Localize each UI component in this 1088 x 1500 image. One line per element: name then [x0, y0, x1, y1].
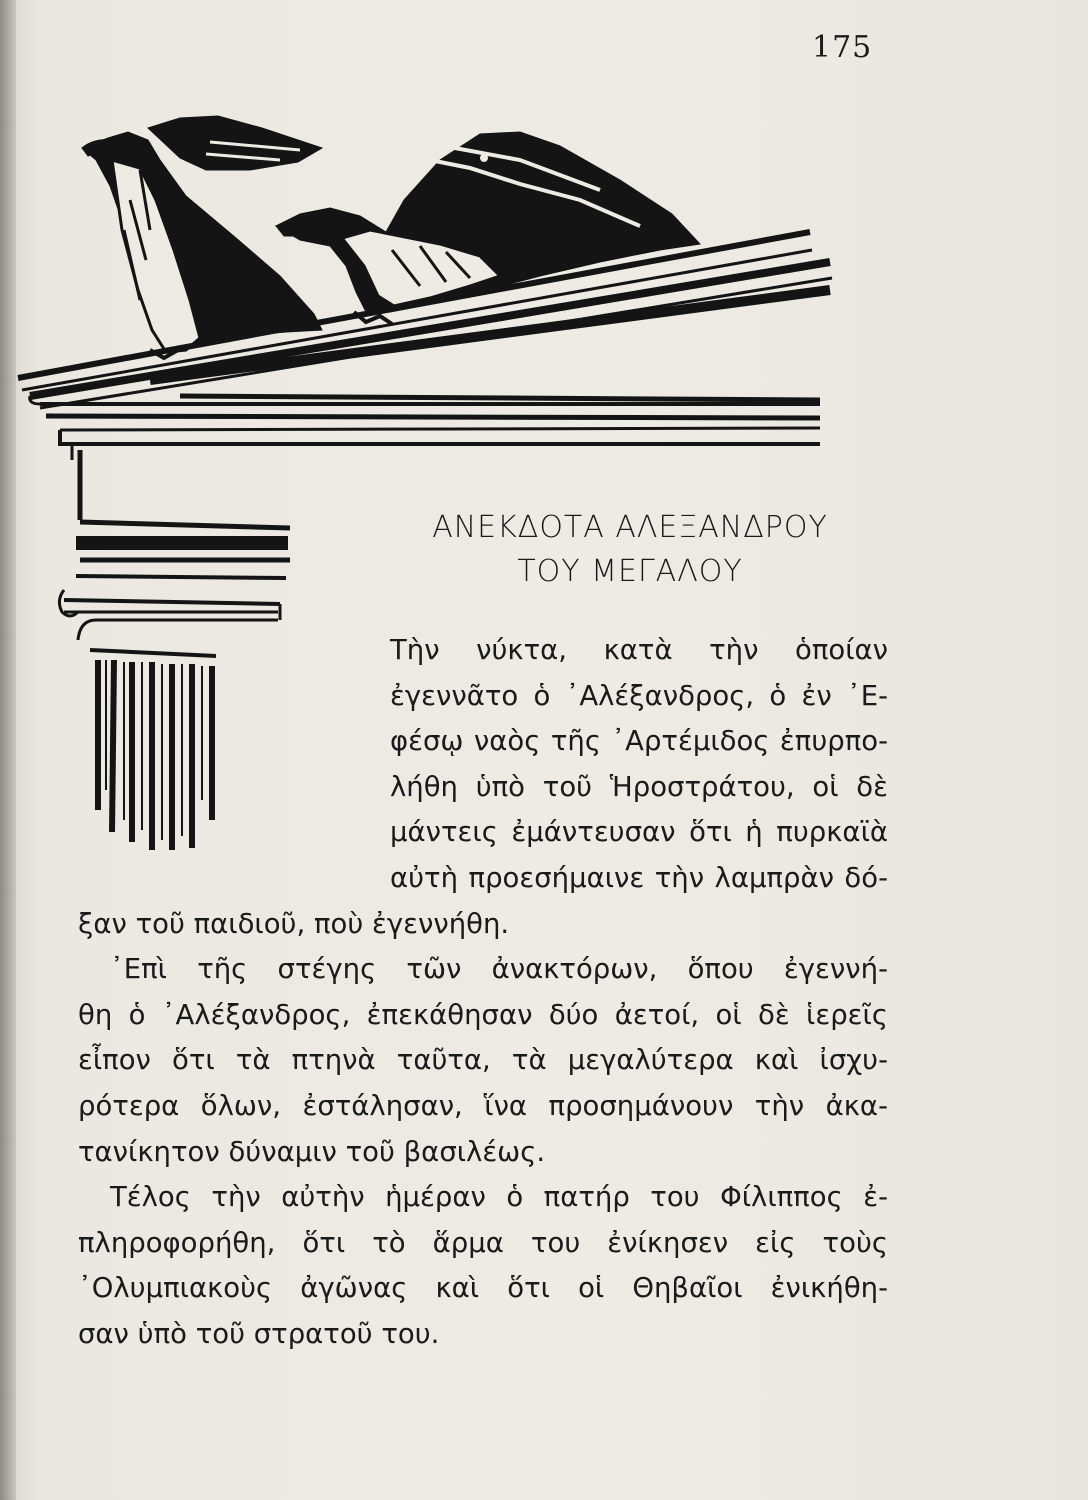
text-line: λήθη ὑπὸ τοῦ Ἡροστράτου, οἱ δὲ — [390, 770, 888, 803]
text-line: ᾿Επὶ τῆς στέγης τῶν ἀνακτόρων, ὅπου ἐγεννή- — [110, 953, 888, 986]
text-line: θη ὁ ᾿Αλέξανδρος, ἐπεκάθησαν δύο ἀετοί, οἱ δὲ ἱερεῖς — [78, 998, 888, 1031]
page-number: 175 — [812, 30, 873, 65]
text-line: εἶπον ὅτι τὰ πτηνὰ ταῦτα, τὰ μεγαλύτερα καὶ ἰσχυ- — [78, 1044, 888, 1077]
text-line: μάντεις ἐμάντευσαν ὅτι ἡ πυρκαϊὰ — [390, 816, 888, 849]
text-line: αὐτὴ προεσήμαινε τὴν λαμπρὰν δό- — [390, 861, 888, 894]
title-line: ΑΝΕΚΔΟΤΑ ΑΛΕΞΑΝΔΡΟΥ — [432, 510, 828, 545]
text-line: Τέλος τὴν αὐτὴν ἡμέραν ὁ πατήρ του Φίλιππος ἐ- — [110, 1181, 888, 1214]
text-line: Τὴν νύκτα, κατὰ τὴν ὁποίαν — [390, 634, 888, 666]
text-line: σαν ὑπὸ τοῦ στρατοῦ του. — [78, 1317, 440, 1350]
story-text — [78, 628, 888, 1358]
text-line: ᾿Ολυμπιακοὺς ἀγῶνας καὶ ὅτι οἱ Θηβαῖοι ἐνικήθη- — [78, 1272, 888, 1305]
text-line: ρότερα ὅλων, ἐστάλησαν, ἵνα προσημάνουν τὴν ἀκα- — [78, 1089, 888, 1122]
title-line: ΤΟΥ ΜΕΓΑΛΟΥ — [517, 554, 743, 589]
text-line: πληροφορήθη, ὅτι τὸ ἅρμα του ἐνίκησεν εἰς τοὺς — [78, 1226, 888, 1259]
page-title — [400, 506, 860, 594]
text-line: ἐγεννᾶτο ὁ ᾿Αλέξανδρος, ὁ ἐν ᾿Ε- — [390, 679, 888, 712]
text-line: ξαν τοῦ παιδιοῦ, ποὺ ἐγεννήθη. — [78, 907, 510, 940]
text-line: τανίκητον δύναμιν τοῦ βασιλέως. — [78, 1135, 546, 1168]
text-line: φέσῳ ναὸς τῆς ᾿Αρτέμιδος ἐπυρπο- — [390, 725, 888, 758]
